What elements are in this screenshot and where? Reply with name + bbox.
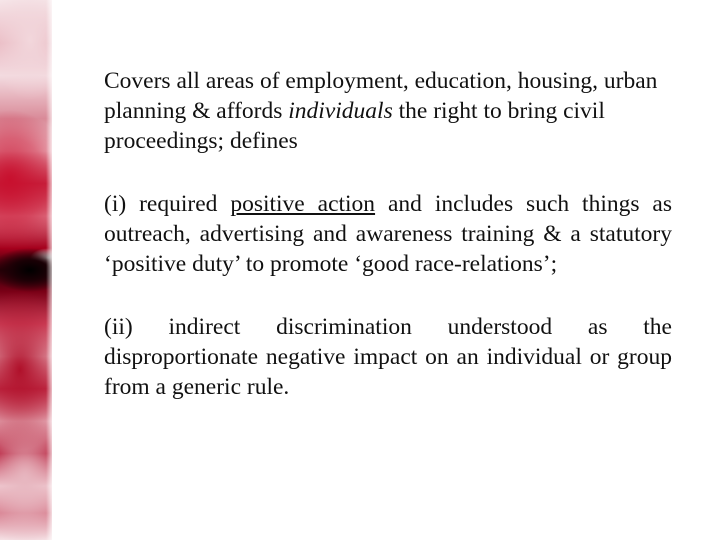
slide-body (104, 66, 672, 435)
intro-emphasis: individuals (288, 98, 393, 124)
decorative-side-image (0, 0, 52, 540)
item-two-text: (ii) indirect discrimination understood as the disproportionate negative impact on an individual or group from a generic rule. (104, 314, 672, 400)
item-one-paragraph (104, 189, 672, 279)
intro-paragraph (104, 66, 672, 156)
item-one-underlined-term: positive action (230, 191, 376, 217)
item-one-text: and includes such things as outreach, advertising and awareness training & a statutory ‘positive duty’ to promote ‘good race-relations’; (104, 191, 672, 277)
intro-text-part2: the right to bring civil proceedings; defines (104, 98, 605, 154)
intro-text-part1: Covers all areas of employment, education, housing, urban planning & affords (104, 68, 658, 124)
item-one-prefix: (i) required (104, 191, 231, 217)
item-two-paragraph (104, 312, 672, 402)
